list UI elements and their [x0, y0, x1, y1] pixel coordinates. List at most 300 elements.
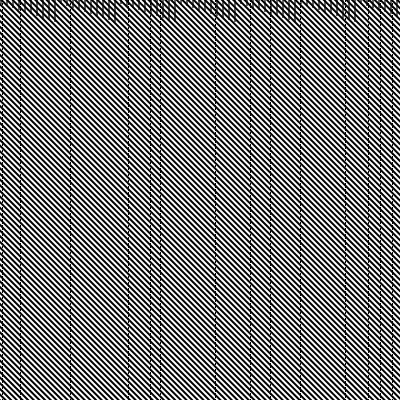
- seam-dot: [368, 393, 369, 395]
- seam-dot: [70, 246, 71, 248]
- seam-dot: [20, 390, 21, 392]
- seam-dot: [270, 384, 271, 386]
- seam-dot: [300, 21, 301, 23]
- seam-dot: [128, 174, 129, 176]
- seam-dot: [20, 351, 21, 353]
- seam-dot: [392, 111, 393, 113]
- seam-dot: [345, 129, 346, 131]
- seam-dot: [2, 171, 3, 173]
- seam-dot: [270, 366, 271, 368]
- seam-dot: [2, 282, 3, 284]
- seam-dot: [392, 363, 393, 365]
- seam-dot: [392, 93, 393, 95]
- seam-dot: [380, 276, 381, 278]
- seam-dot: [380, 81, 381, 83]
- seam-dot: [345, 363, 346, 365]
- seam-dot: [300, 183, 301, 185]
- seam-dot: [345, 237, 346, 239]
- seam-dot: [160, 237, 161, 239]
- seam-dot: [392, 51, 393, 53]
- seam-dot: [392, 117, 393, 119]
- seam-dot: [270, 231, 271, 233]
- seam-dot: [368, 96, 369, 98]
- seam-dot: [160, 384, 161, 386]
- seam-dot: [2, 291, 3, 293]
- seam-dot: [20, 204, 21, 206]
- seam-dot: [128, 126, 129, 128]
- seam-dot: [20, 285, 21, 287]
- seam-dot: [380, 381, 381, 383]
- seam-dot: [392, 162, 393, 164]
- seam-dot: [270, 351, 271, 353]
- seam-dot: [2, 81, 3, 83]
- seam-dot: [250, 336, 251, 338]
- seam-dot: [2, 87, 3, 89]
- seam-dot: [150, 354, 151, 356]
- seam-dot: [2, 273, 3, 275]
- seam-dot: [70, 291, 71, 293]
- noise-mark: [24, 0, 26, 12]
- seam-dot: [392, 336, 393, 338]
- seam-dot: [20, 114, 21, 116]
- seam-dot: [128, 195, 129, 197]
- seam-dot: [368, 165, 369, 167]
- seam-dot: [70, 258, 71, 260]
- seam-dot: [160, 33, 161, 35]
- seam-dot: [368, 111, 369, 113]
- seam-dot: [20, 84, 21, 86]
- seam-dot: [270, 36, 271, 38]
- seam-dot: [300, 96, 301, 98]
- seam-dot: [345, 66, 346, 68]
- seam-dot: [368, 189, 369, 191]
- seam-dot: [270, 306, 271, 308]
- seam-dot: [380, 93, 381, 95]
- seam-dot: [128, 144, 129, 146]
- seam-dot: [345, 48, 346, 50]
- noise-mark: [174, 0, 176, 22]
- seam-dot: [160, 246, 161, 248]
- seam-dot: [150, 348, 151, 350]
- seam-dot: [250, 291, 251, 293]
- seam-dot: [380, 237, 381, 239]
- seam-dot: [392, 165, 393, 167]
- seam-dot: [128, 264, 129, 266]
- seam-dot: [150, 264, 151, 266]
- seam-dot: [300, 258, 301, 260]
- seam-dot: [2, 201, 3, 203]
- seam-dot: [345, 189, 346, 191]
- seam-dot: [128, 84, 129, 86]
- seam-dot: [300, 6, 301, 8]
- seam-dot: [160, 327, 161, 329]
- seam-dot: [300, 54, 301, 56]
- seam-dot: [368, 381, 369, 383]
- seam-dot: [20, 249, 21, 251]
- seam-dot: [270, 129, 271, 131]
- seam-dot: [392, 219, 393, 221]
- seam-dot: [250, 156, 251, 158]
- seam-dot: [2, 279, 3, 281]
- seam-dot: [368, 105, 369, 107]
- seam-dot: [270, 324, 271, 326]
- seam-dot: [345, 240, 346, 242]
- seam-dot: [270, 294, 271, 296]
- seam-dot: [2, 162, 3, 164]
- seam-dot: [128, 357, 129, 359]
- noise-mark: [138, 0, 140, 10]
- seam-dot: [345, 207, 346, 209]
- seam-dot: [160, 21, 161, 23]
- seam-dot: [128, 369, 129, 371]
- seam-dot: [380, 69, 381, 71]
- seam-dot: [392, 276, 393, 278]
- seam-dot: [300, 123, 301, 125]
- seam-dot: [150, 174, 151, 176]
- seam-dot: [2, 180, 3, 182]
- noise-mark: [156, 0, 158, 16]
- seam-dot: [160, 294, 161, 296]
- seam-dot: [300, 30, 301, 32]
- seam-dot: [215, 219, 216, 221]
- seam-dot: [250, 252, 251, 254]
- seam-dot: [20, 75, 21, 77]
- seam-dot: [345, 285, 346, 287]
- seam-dot: [368, 54, 369, 56]
- seam-dot: [215, 306, 216, 308]
- seam-dot: [150, 324, 151, 326]
- seam-dot: [250, 312, 251, 314]
- seam-dot: [70, 252, 71, 254]
- seam-dot: [380, 279, 381, 281]
- seam-dot: [392, 360, 393, 362]
- seam-dot: [70, 183, 71, 185]
- seam-dot: [300, 15, 301, 17]
- seam-dot: [20, 231, 21, 233]
- seam-dot: [150, 42, 151, 44]
- seam-dot: [150, 321, 151, 323]
- seam-dot: [150, 351, 151, 353]
- seam-dot: [150, 285, 151, 287]
- seam-dot: [300, 285, 301, 287]
- seam-dot: [392, 390, 393, 392]
- seam-dot: [70, 237, 71, 239]
- seam-dot: [20, 129, 21, 131]
- seam-dot: [300, 333, 301, 335]
- noise-mark: [306, 0, 308, 6]
- seam-dot: [160, 255, 161, 257]
- seam-dot: [20, 234, 21, 236]
- noise-mark: [120, 0, 122, 4]
- seam-dot: [368, 174, 369, 176]
- seam-dot: [150, 294, 151, 296]
- seam-dot: [20, 147, 21, 149]
- seam-dot: [2, 390, 3, 392]
- seam-dot: [160, 66, 161, 68]
- seam-dot: [150, 222, 151, 224]
- noise-mark: [300, 0, 302, 4]
- seam-dot: [70, 99, 71, 101]
- seam-dot: [2, 30, 3, 32]
- seam-dot: [300, 150, 301, 152]
- seam-dot: [2, 318, 3, 320]
- seam-dot: [215, 216, 216, 218]
- seam-dot: [380, 177, 381, 179]
- seam-dot: [160, 90, 161, 92]
- seam-dot: [392, 0, 393, 2]
- seam-dot: [128, 123, 129, 125]
- seam-dot: [2, 255, 3, 257]
- seam-dot: [128, 333, 129, 335]
- seam-dot: [160, 276, 161, 278]
- seam-dot: [300, 120, 301, 122]
- seam-dot: [70, 75, 71, 77]
- seam-dot: [2, 345, 3, 347]
- seam-dot: [392, 66, 393, 68]
- seam-dot: [128, 171, 129, 173]
- seam-dot: [2, 375, 3, 377]
- seam-dot: [392, 141, 393, 143]
- seam-dot: [20, 186, 21, 188]
- seam-dot: [250, 267, 251, 269]
- seam-dot: [392, 84, 393, 86]
- seam-dot: [215, 60, 216, 62]
- seam-dot: [2, 75, 3, 77]
- seam-dot: [392, 327, 393, 329]
- seam-dot: [160, 279, 161, 281]
- seam-dot: [128, 327, 129, 329]
- seam-dot: [250, 318, 251, 320]
- seam-dot: [215, 147, 216, 149]
- seam-dot: [160, 81, 161, 83]
- seam-dot: [250, 27, 251, 29]
- seam-dot: [250, 0, 251, 2]
- seam-dot: [345, 267, 346, 269]
- seam-dot: [20, 339, 21, 341]
- seam-dot: [250, 255, 251, 257]
- noise-mark: [60, 0, 62, 4]
- seam-dot: [215, 321, 216, 323]
- seam-dot: [215, 288, 216, 290]
- seam-dot: [128, 162, 129, 164]
- seam-dot: [160, 204, 161, 206]
- seam-dot: [2, 165, 3, 167]
- seam-dot: [215, 198, 216, 200]
- seam-dot: [160, 231, 161, 233]
- seam-dot: [368, 66, 369, 68]
- seam-dot: [270, 267, 271, 269]
- seam-dot: [160, 6, 161, 8]
- seam-dot: [392, 30, 393, 32]
- seam-dot: [128, 72, 129, 74]
- seam-dot: [150, 213, 151, 215]
- seam-dot: [250, 129, 251, 131]
- seam-dot: [128, 237, 129, 239]
- seam-dot: [250, 258, 251, 260]
- seam-dot: [2, 78, 3, 80]
- seam-dot: [345, 216, 346, 218]
- seam-dot: [2, 45, 3, 47]
- seam-dot: [270, 318, 271, 320]
- seam-dot: [2, 366, 3, 368]
- seam-dot: [20, 144, 21, 146]
- seam-dot: [250, 246, 251, 248]
- seam-dot: [160, 213, 161, 215]
- seam-dot: [150, 261, 151, 263]
- seam-dot: [20, 201, 21, 203]
- seam-dot: [250, 195, 251, 197]
- seam-dot: [128, 186, 129, 188]
- seam-dot: [270, 336, 271, 338]
- seam-dot: [215, 348, 216, 350]
- seam-dot: [300, 375, 301, 377]
- seam-dot: [160, 117, 161, 119]
- seam-dot: [2, 6, 3, 8]
- seam-dot: [392, 138, 393, 140]
- seam-dot: [70, 42, 71, 44]
- seam-dot: [345, 174, 346, 176]
- seam-dot: [345, 15, 346, 17]
- seam-dot: [250, 114, 251, 116]
- seam-dot: [380, 174, 381, 176]
- seam-dot: [2, 90, 3, 92]
- noise-mark: [30, 0, 32, 14]
- seam-dot: [380, 243, 381, 245]
- seam-dot: [345, 396, 346, 398]
- seam-dot: [128, 33, 129, 35]
- seam-dot: [250, 147, 251, 149]
- seam-dot: [70, 141, 71, 143]
- seam-dot: [150, 366, 151, 368]
- seam-dot: [250, 261, 251, 263]
- seam-dot: [392, 213, 393, 215]
- seam-dot: [128, 210, 129, 212]
- seam-dot: [300, 279, 301, 281]
- seam-dot: [392, 378, 393, 380]
- seam-dot: [300, 42, 301, 44]
- seam-dot: [250, 177, 251, 179]
- seam-dot: [250, 324, 251, 326]
- seam-dot: [368, 276, 369, 278]
- seam-dot: [300, 24, 301, 26]
- seam-dot: [2, 144, 3, 146]
- seam-dot: [128, 324, 129, 326]
- seam-dot: [20, 195, 21, 197]
- seam-dot: [392, 282, 393, 284]
- seam-dot: [368, 306, 369, 308]
- seam-dot: [70, 273, 71, 275]
- seam-dot: [250, 243, 251, 245]
- seam-dot: [160, 387, 161, 389]
- seam-dot: [345, 3, 346, 5]
- seam-dot: [150, 135, 151, 137]
- seam-dot: [392, 147, 393, 149]
- seam-dot: [345, 24, 346, 26]
- seam-dot: [2, 324, 3, 326]
- seam-dot: [345, 126, 346, 128]
- seam-dot: [380, 348, 381, 350]
- seam-dot: [392, 270, 393, 272]
- seam-dot: [300, 276, 301, 278]
- seam-dot: [2, 93, 3, 95]
- seam-dot: [160, 15, 161, 17]
- seam-dot: [128, 165, 129, 167]
- seam-dot: [300, 366, 301, 368]
- seam-dot: [215, 93, 216, 95]
- seam-dot: [380, 51, 381, 53]
- seam-dot: [380, 99, 381, 101]
- seam-dot: [128, 18, 129, 20]
- seam-dot: [215, 180, 216, 182]
- seam-dot: [250, 330, 251, 332]
- seam-dot: [160, 240, 161, 242]
- seam-dot: [300, 147, 301, 149]
- seam-dot: [160, 375, 161, 377]
- seam-dot: [160, 171, 161, 173]
- seam-dot: [215, 300, 216, 302]
- seam-dot: [2, 219, 3, 221]
- seam-dot: [345, 33, 346, 35]
- seam-dot: [345, 252, 346, 254]
- seam-dot: [250, 279, 251, 281]
- seam-dot: [380, 375, 381, 377]
- seam-dot: [150, 195, 151, 197]
- seam-dot: [380, 138, 381, 140]
- seam-dot: [160, 348, 161, 350]
- seam-dot: [392, 12, 393, 14]
- seam-dot: [70, 324, 71, 326]
- seam-dot: [250, 108, 251, 110]
- seam-dot: [150, 252, 151, 254]
- seam-dot: [380, 264, 381, 266]
- seam-dot: [150, 141, 151, 143]
- seam-dot: [368, 327, 369, 329]
- seam-dot: [380, 141, 381, 143]
- seam-dot: [20, 105, 21, 107]
- seam-dot: [150, 150, 151, 152]
- seam-dot: [300, 81, 301, 83]
- seam-dot: [20, 117, 21, 119]
- noise-mark: [198, 0, 200, 10]
- seam-dot: [380, 108, 381, 110]
- seam-dot: [300, 165, 301, 167]
- seam-dot: [250, 363, 251, 365]
- seam-dot: [150, 33, 151, 35]
- seam-dot: [2, 18, 3, 20]
- seam-dot: [345, 204, 346, 206]
- seam-dot: [368, 153, 369, 155]
- seam-dot: [300, 213, 301, 215]
- seam-dot: [392, 243, 393, 245]
- seam-dot: [160, 333, 161, 335]
- seam-dot: [150, 273, 151, 275]
- seam-dot: [270, 339, 271, 341]
- seam-dot: [300, 84, 301, 86]
- seam-dot: [300, 261, 301, 263]
- seam-dot: [70, 72, 71, 74]
- seam-dot: [380, 246, 381, 248]
- seam-dot: [300, 336, 301, 338]
- seam-dot: [20, 327, 21, 329]
- seam-dot: [128, 21, 129, 23]
- seam-dot: [215, 390, 216, 392]
- seam-dot: [150, 231, 151, 233]
- seam-dot: [20, 240, 21, 242]
- seam-dot: [345, 153, 346, 155]
- seam-dot: [128, 372, 129, 374]
- seam-dot: [380, 102, 381, 104]
- seam-dot: [345, 273, 346, 275]
